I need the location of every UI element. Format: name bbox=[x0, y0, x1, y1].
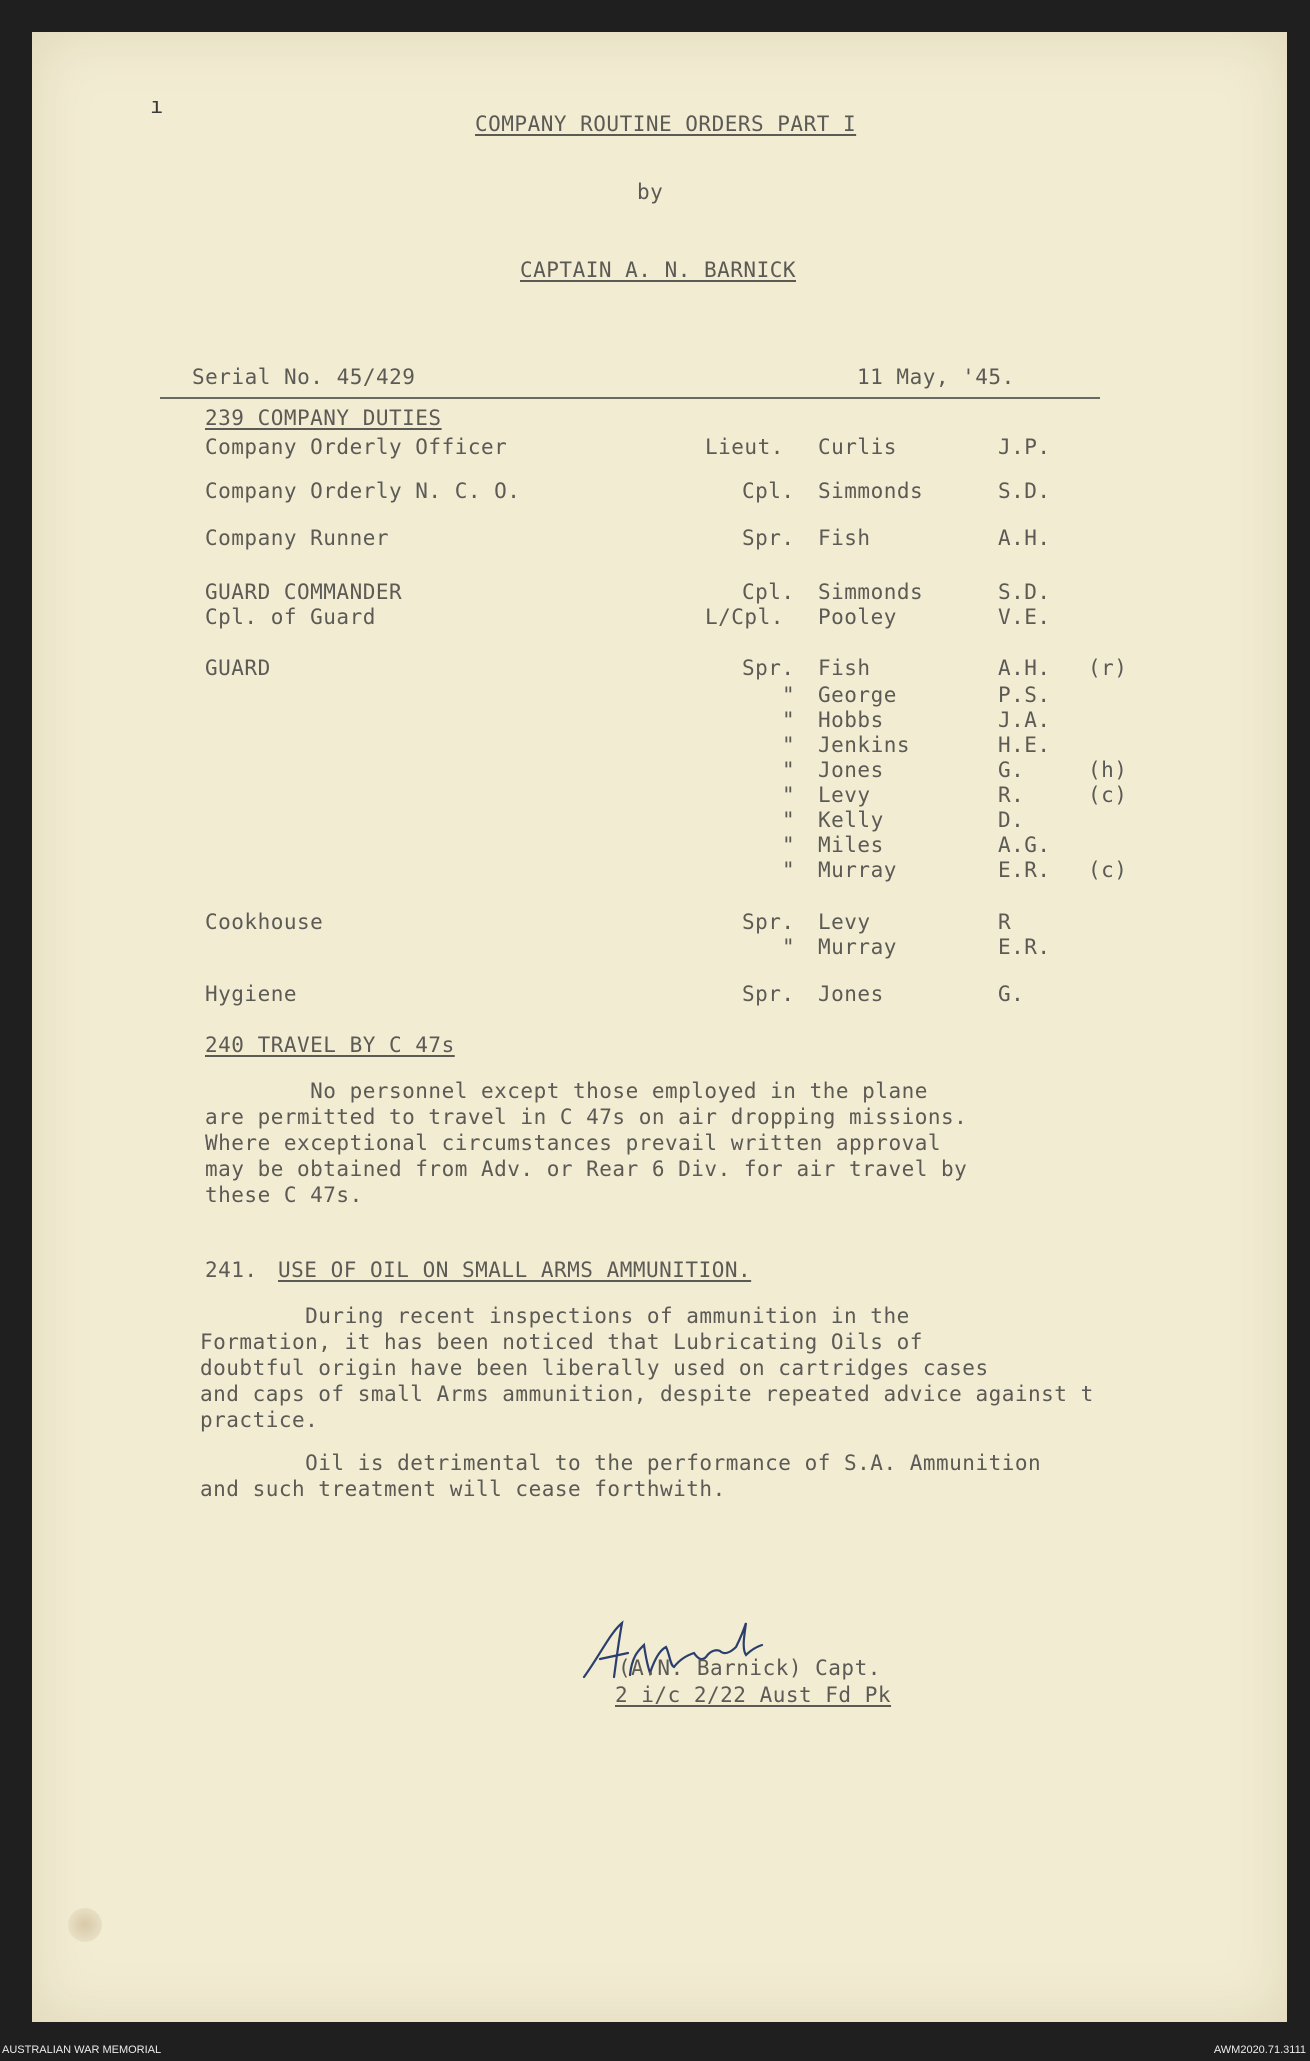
duty-rank: L/Cpl. bbox=[705, 605, 784, 629]
header-rule bbox=[160, 397, 1100, 399]
duty-name: Jenkins bbox=[818, 733, 911, 757]
duty-rank: Cpl. bbox=[742, 479, 795, 503]
duty-label: GUARD COMMANDER bbox=[205, 580, 403, 604]
duty-name: Simmonds bbox=[818, 580, 924, 604]
duty-name: Fish bbox=[818, 526, 871, 550]
footer-left: AUSTRALIAN WAR MEMORIAL bbox=[2, 2044, 162, 2056]
duty-rank: " bbox=[782, 683, 796, 707]
duty-initials: E.R. bbox=[998, 935, 1051, 959]
duty-initials: R bbox=[998, 910, 1012, 934]
duty-initials: A.H. bbox=[998, 656, 1051, 680]
order-date: 11 May, '45. bbox=[857, 365, 1015, 389]
order-title: COMPANY ROUTINE ORDERS PART I bbox=[475, 112, 857, 136]
duty-name: Kelly bbox=[818, 808, 884, 832]
duty-name: Hobbs bbox=[818, 708, 884, 732]
duty-rank: " bbox=[782, 733, 796, 757]
duty-initials: J.A. bbox=[998, 708, 1051, 732]
duty-initials: E.R. bbox=[998, 858, 1051, 882]
serial-number: Serial No. 45/429 bbox=[192, 365, 416, 389]
margin-mark: ı bbox=[150, 94, 164, 119]
duty-note: (c) bbox=[1088, 858, 1128, 882]
section-241-body-2: Oil is detrimental to the performance of S.A. Ammunition and such treatment will cease forthwith. bbox=[200, 1451, 1042, 1501]
duty-name: George bbox=[818, 683, 897, 707]
duty-rank: " bbox=[782, 858, 796, 882]
section-241-heading: USE OF OIL ON SMALL ARMS AMMUNITION. bbox=[278, 1258, 752, 1282]
duty-name: Simmonds bbox=[818, 479, 924, 503]
duty-label: Company Orderly N. C. O. bbox=[205, 479, 521, 503]
duty-rank: " bbox=[782, 833, 796, 857]
duty-name: Murray bbox=[818, 935, 897, 959]
duty-initials: R. bbox=[998, 783, 1025, 807]
duty-name: Miles bbox=[818, 833, 884, 857]
duty-rank: " bbox=[782, 935, 796, 959]
duty-name: Fish bbox=[818, 656, 871, 680]
signature-unit: 2 i/c 2/22 Aust Fd Pk bbox=[615, 1683, 892, 1707]
duty-rank: Spr. bbox=[742, 656, 795, 680]
section-241-number: 241. bbox=[205, 1258, 258, 1282]
duty-name: Pooley bbox=[818, 605, 897, 629]
duty-rank: Spr. bbox=[742, 982, 795, 1006]
duty-rank: " bbox=[782, 758, 796, 782]
duty-name: Jones bbox=[818, 758, 884, 782]
duty-rank: Spr. bbox=[742, 910, 795, 934]
duty-initials: G. bbox=[998, 982, 1025, 1006]
signature-name: (A.N. Barnick) Capt. bbox=[618, 1656, 881, 1680]
duty-rank: " bbox=[782, 783, 796, 807]
duty-note: (h) bbox=[1088, 758, 1128, 782]
duty-name: Levy bbox=[818, 783, 871, 807]
duty-label: Cookhouse bbox=[205, 910, 324, 934]
duty-rank: " bbox=[782, 708, 796, 732]
paper-stain bbox=[68, 1908, 102, 1942]
duty-note: (c) bbox=[1088, 783, 1128, 807]
duty-initials: V.E. bbox=[998, 605, 1051, 629]
duty-initials: H.E. bbox=[998, 733, 1051, 757]
section-240-heading: 240 TRAVEL BY C 47s bbox=[205, 1033, 455, 1057]
duty-rank: Cpl. bbox=[742, 580, 795, 604]
duty-name: Murray bbox=[818, 858, 897, 882]
duty-initials: A.H. bbox=[998, 526, 1051, 550]
duty-name: Jones bbox=[818, 982, 884, 1006]
footer-right: AWM2020.71.3111 bbox=[1213, 2044, 1306, 2056]
duty-initials: G. bbox=[998, 758, 1025, 782]
duty-initials: J.P. bbox=[998, 435, 1051, 459]
duty-label: Cpl. of Guard bbox=[205, 605, 376, 629]
duty-label: Hygiene bbox=[205, 982, 298, 1006]
duty-initials: A.G. bbox=[998, 833, 1051, 857]
duty-note: (r) bbox=[1088, 656, 1128, 680]
duty-name: Levy bbox=[818, 910, 871, 934]
section-239-heading: 239 COMPANY DUTIES bbox=[205, 406, 442, 430]
duty-name: Curlis bbox=[818, 435, 897, 459]
section-240-body: No personnel except those employed in the plane are permitted to travel in C 47s on air dropping missions. Where exceptional circumstances prevail written approval may be obtained from Adv. or Rear 6 Div. for air travel by these C 47s. bbox=[205, 1079, 968, 1207]
captain-line: CAPTAIN A. N. BARNICK bbox=[520, 258, 797, 282]
duty-rank: Lieut. bbox=[705, 435, 784, 459]
duty-label: Company Runner bbox=[205, 526, 390, 550]
duty-label: GUARD bbox=[205, 656, 271, 680]
by-line: by bbox=[637, 180, 664, 204]
duty-rank: " bbox=[782, 808, 796, 832]
duty-initials: P.S. bbox=[998, 683, 1051, 707]
document-page bbox=[32, 32, 1287, 2022]
duty-label: Company Orderly Officer bbox=[205, 435, 508, 459]
duty-rank: Spr. bbox=[742, 526, 795, 550]
section-241-body-1: During recent inspections of ammunition in the Formation, it has been noticed that Lubricating Oils of doubtful origin have been liberally used on cartridges cases and caps of small Arms ammunition, despite repeated advice against t practice. bbox=[200, 1304, 1094, 1432]
duty-initials: D. bbox=[998, 808, 1025, 832]
duty-initials: S.D. bbox=[998, 479, 1051, 503]
duty-initials: S.D. bbox=[998, 580, 1051, 604]
